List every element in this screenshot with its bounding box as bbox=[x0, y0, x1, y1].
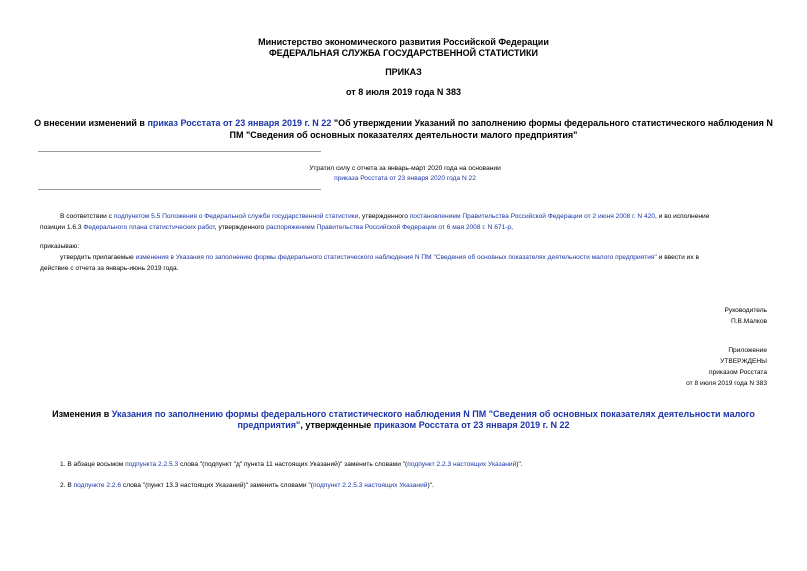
item-text: )". bbox=[427, 482, 434, 489]
preamble-text: позиции 1.6.3 bbox=[40, 224, 84, 231]
item-text: 2. В bbox=[60, 482, 74, 489]
preamble-text: , bbox=[511, 224, 513, 231]
signature-name: П.В.Малков bbox=[730, 318, 767, 325]
doc-date-number: от 8 июля 2019 года N 383 bbox=[346, 87, 461, 97]
title-prefix: О внесении изменений в bbox=[34, 118, 148, 128]
link-government-order[interactable]: распоряжением Правительства Российской Федерации от 6 мая 2008 г. N 671-р bbox=[266, 224, 512, 231]
order-line-1 bbox=[60, 253, 770, 263]
status-note-link-text[interactable]: приказа Росстата от 23 января 2020 года N 22 bbox=[334, 175, 476, 182]
status-note-link[interactable] bbox=[270, 174, 540, 184]
link-subclause-226[interactable]: подпункте 2.2.6 bbox=[73, 482, 122, 489]
item-text: слова "(пункт 13.3 настоящих Указаний)" заменить словами "( bbox=[121, 482, 313, 489]
preamble-text: В соответствии с bbox=[60, 213, 114, 220]
doc-type: ПРИКАЗ bbox=[385, 67, 422, 77]
preamble-text: , и во исполнение bbox=[655, 213, 710, 220]
changes-title-line-2 bbox=[0, 419, 807, 431]
service-heading: ФЕДЕРАЛЬНАЯ СЛУЖБА ГОСУДАРСТВЕННОЙ СТАТИСТИКИ bbox=[269, 48, 538, 58]
divider-top bbox=[38, 151, 321, 152]
link-subclause-223[interactable]: подпункт 2.2.3 настоящих Указаний bbox=[407, 461, 517, 468]
preamble-text: , утвержденного bbox=[358, 213, 410, 220]
link-subclause-2253[interactable]: подпункта 2.2.5.3 bbox=[125, 461, 179, 468]
link-government-resolution[interactable]: постановлением Правительства Российской Федерации от 2 июня 2008 г. N 420 bbox=[409, 213, 656, 220]
order-line-2: действие с отчета за январь-июнь 2019 года. bbox=[40, 265, 179, 272]
item-text: 1. В абзаце восьмом bbox=[60, 461, 126, 468]
divider-bottom bbox=[38, 189, 321, 190]
document-title bbox=[30, 117, 777, 141]
status-note-text: Утратил силу с отчета за январь-март 2020 года на основании bbox=[309, 165, 501, 172]
order-text: и ввести их в bbox=[656, 254, 699, 261]
appendix-approved: УТВЕРЖДЕНЫ bbox=[720, 358, 767, 365]
list-item bbox=[60, 460, 770, 470]
item-text: )". bbox=[516, 461, 523, 468]
list-item bbox=[60, 481, 770, 491]
preamble-line-1 bbox=[60, 212, 770, 222]
appendix-label: Приложение bbox=[728, 347, 767, 354]
link-instructions[interactable]: Указания по заполнению формы федерального статистического наблюдения N ПМ "Сведения об основных показателях деятельности малого bbox=[111, 409, 755, 419]
title-link-order[interactable]: приказ Росстата от 23 января 2019 г. N 22 bbox=[147, 118, 332, 128]
link-federal-plan[interactable]: Федерального плана статистических работ bbox=[83, 224, 215, 231]
title-rest: "Об утверждении Указаний по заполнению формы федерального статистического наблюдения N ПМ "Сведения об основных показателях деятельности малого предприятия" bbox=[229, 118, 773, 140]
appendix-by-order: приказом Росстата bbox=[709, 369, 767, 376]
link-changes[interactable]: изменения в Указания по заполнению формы федерального статистического наблюдения N ПМ "Сведения об основных показателях деятельности малого предприятия" bbox=[135, 254, 657, 261]
item-text: слова "(подпункт "д" пункта 11 настоящих Указаний)" заменить словами "( bbox=[178, 461, 408, 468]
link-subclause-2253b[interactable]: подпункт 2.2.5.3 настоящих Указаний bbox=[312, 482, 428, 489]
signature-role: Руководитель bbox=[724, 307, 767, 314]
appendix-date: от 8 июля 2019 года N 383 bbox=[686, 380, 767, 387]
preamble-text: , утвержденного bbox=[214, 224, 267, 231]
changes-title-text: Изменения в bbox=[52, 409, 112, 419]
link-rosstat-order[interactable]: приказом Росстата от 23 января 2019 г. N 22 bbox=[373, 420, 570, 430]
order-word: приказываю: bbox=[40, 243, 80, 250]
order-text: утвердить прилагаемые bbox=[60, 254, 136, 261]
link-instructions-cont[interactable]: предприятия" bbox=[237, 420, 301, 430]
link-regulation[interactable]: подпунктом 5.5 Положения о Федеральной службе государственной статистики bbox=[113, 213, 359, 220]
changes-title-text: , утвержденные bbox=[300, 420, 374, 430]
ministry-heading: Министерство экономического развития Российской Федерации bbox=[258, 37, 549, 47]
preamble-line-2 bbox=[40, 223, 770, 233]
